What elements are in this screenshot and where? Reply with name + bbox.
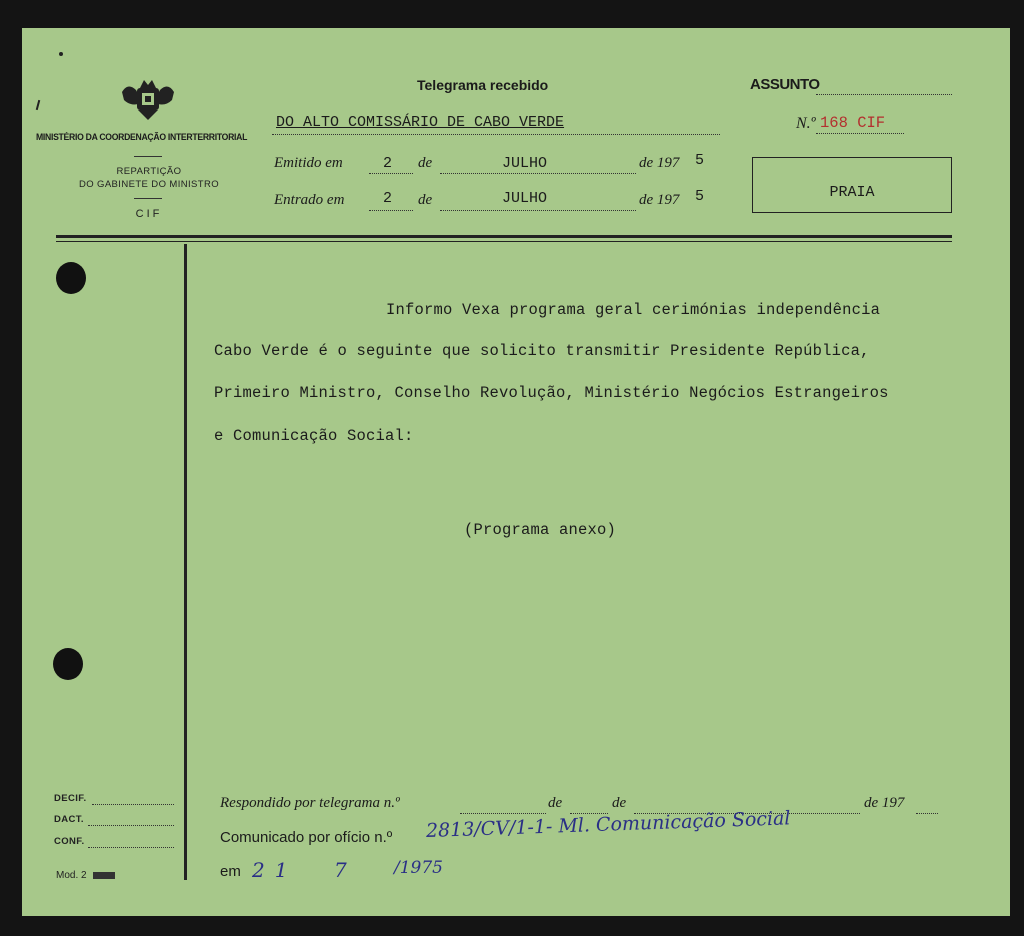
body-line-1: Informo Vexa programa geral cerimónias independência xyxy=(386,301,881,319)
decif-label: DECIF. xyxy=(54,793,87,804)
model-smudge xyxy=(93,872,115,879)
entrado-label: Entrado em xyxy=(274,192,345,208)
emitido-year-prefix: de 197 xyxy=(639,155,680,171)
assunto-label: ASSUNTO xyxy=(750,76,820,93)
header-divider-thick xyxy=(56,235,952,238)
entrado-de-label: de xyxy=(418,192,433,208)
body-line-3: Primeiro Ministro, Conselho Revolução, Ministério Negócios Estrangeiros xyxy=(214,384,889,402)
conf-field xyxy=(88,837,174,848)
conf-label: CONF. xyxy=(54,836,85,847)
department-line-1: REPARTIÇÃO xyxy=(116,166,182,177)
decif-field xyxy=(92,794,174,805)
telegram-form xyxy=(22,28,1010,916)
from-value: DO ALTO COMISSÁRIO DE CABO VERDE xyxy=(276,114,565,131)
emitido-day-field xyxy=(369,155,413,174)
annex-note: (Programa anexo) xyxy=(464,521,617,539)
entrado-month-field xyxy=(440,192,636,211)
location-value: PRAIA xyxy=(829,184,875,201)
punch-hole-bottom xyxy=(53,648,83,680)
department-line-2: DO GABINETE DO MINISTRO xyxy=(78,179,220,190)
em-year: /1975 xyxy=(394,858,443,878)
emitido-month-field xyxy=(440,155,636,174)
comunicado-label: Comunicado por ofício n.º xyxy=(220,829,393,846)
model-text: Mod. 2 xyxy=(56,870,87,881)
em-label: em xyxy=(220,863,241,880)
em-month: 7 xyxy=(334,858,347,882)
form-title: Telegrama recebido xyxy=(417,77,549,93)
em-day: 21 xyxy=(252,858,298,882)
dact-field xyxy=(88,815,174,826)
respondido-day-field xyxy=(570,798,608,814)
entrado-year-prefix: de 197 xyxy=(639,192,680,208)
cif-label: CIF xyxy=(135,208,163,220)
entrado-year-digit: 5 xyxy=(695,188,705,205)
header-rule-2 xyxy=(134,198,162,199)
corner-dot xyxy=(59,52,63,56)
entrado-month: JULHO xyxy=(502,190,548,207)
respondido-de-1: de xyxy=(548,795,563,811)
dact-label: DACT. xyxy=(54,814,84,825)
body-line-2: Cabo Verde é o seguinte que solicito transmitir Presidente República, xyxy=(214,342,870,360)
entrado-day-field xyxy=(369,192,413,211)
emitido-de-label: de xyxy=(418,155,433,171)
emitido-year-digit: 5 xyxy=(695,152,705,169)
emitido-month: JULHO xyxy=(502,155,548,172)
respondido-de-2: de xyxy=(612,795,627,811)
header-rule-1 xyxy=(134,156,162,157)
assunto-field xyxy=(816,78,952,95)
margin-rule xyxy=(184,244,187,880)
coat-of-arms-icon xyxy=(118,76,178,122)
respondido-label: Respondido por telegrama n.º xyxy=(220,795,400,811)
numero-value: 168 CIF xyxy=(820,114,886,132)
entrado-day: 2 xyxy=(383,190,393,207)
respondido-year: de 197 xyxy=(864,795,905,811)
respondido-year-field xyxy=(916,798,938,814)
numero-field xyxy=(816,114,904,134)
numero-label: N.º xyxy=(796,115,816,132)
ministry-name: MINISTÉRIO DA COORDENAÇÃO INTERTERRITORIAL xyxy=(36,132,248,142)
respondido-number-field xyxy=(460,798,546,814)
emitido-label: Emitido em xyxy=(274,155,343,171)
model-label xyxy=(56,870,115,881)
corner-tick xyxy=(36,100,41,110)
punch-hole-top xyxy=(56,262,86,294)
comunicado-value: 2813/CV/1-1- Ml. Comunicação Social xyxy=(425,807,791,842)
emitido-day: 2 xyxy=(383,155,393,172)
header-divider-thin xyxy=(56,241,952,242)
from-line xyxy=(272,116,720,135)
body-line-4: e Comunicação Social: xyxy=(214,427,414,445)
